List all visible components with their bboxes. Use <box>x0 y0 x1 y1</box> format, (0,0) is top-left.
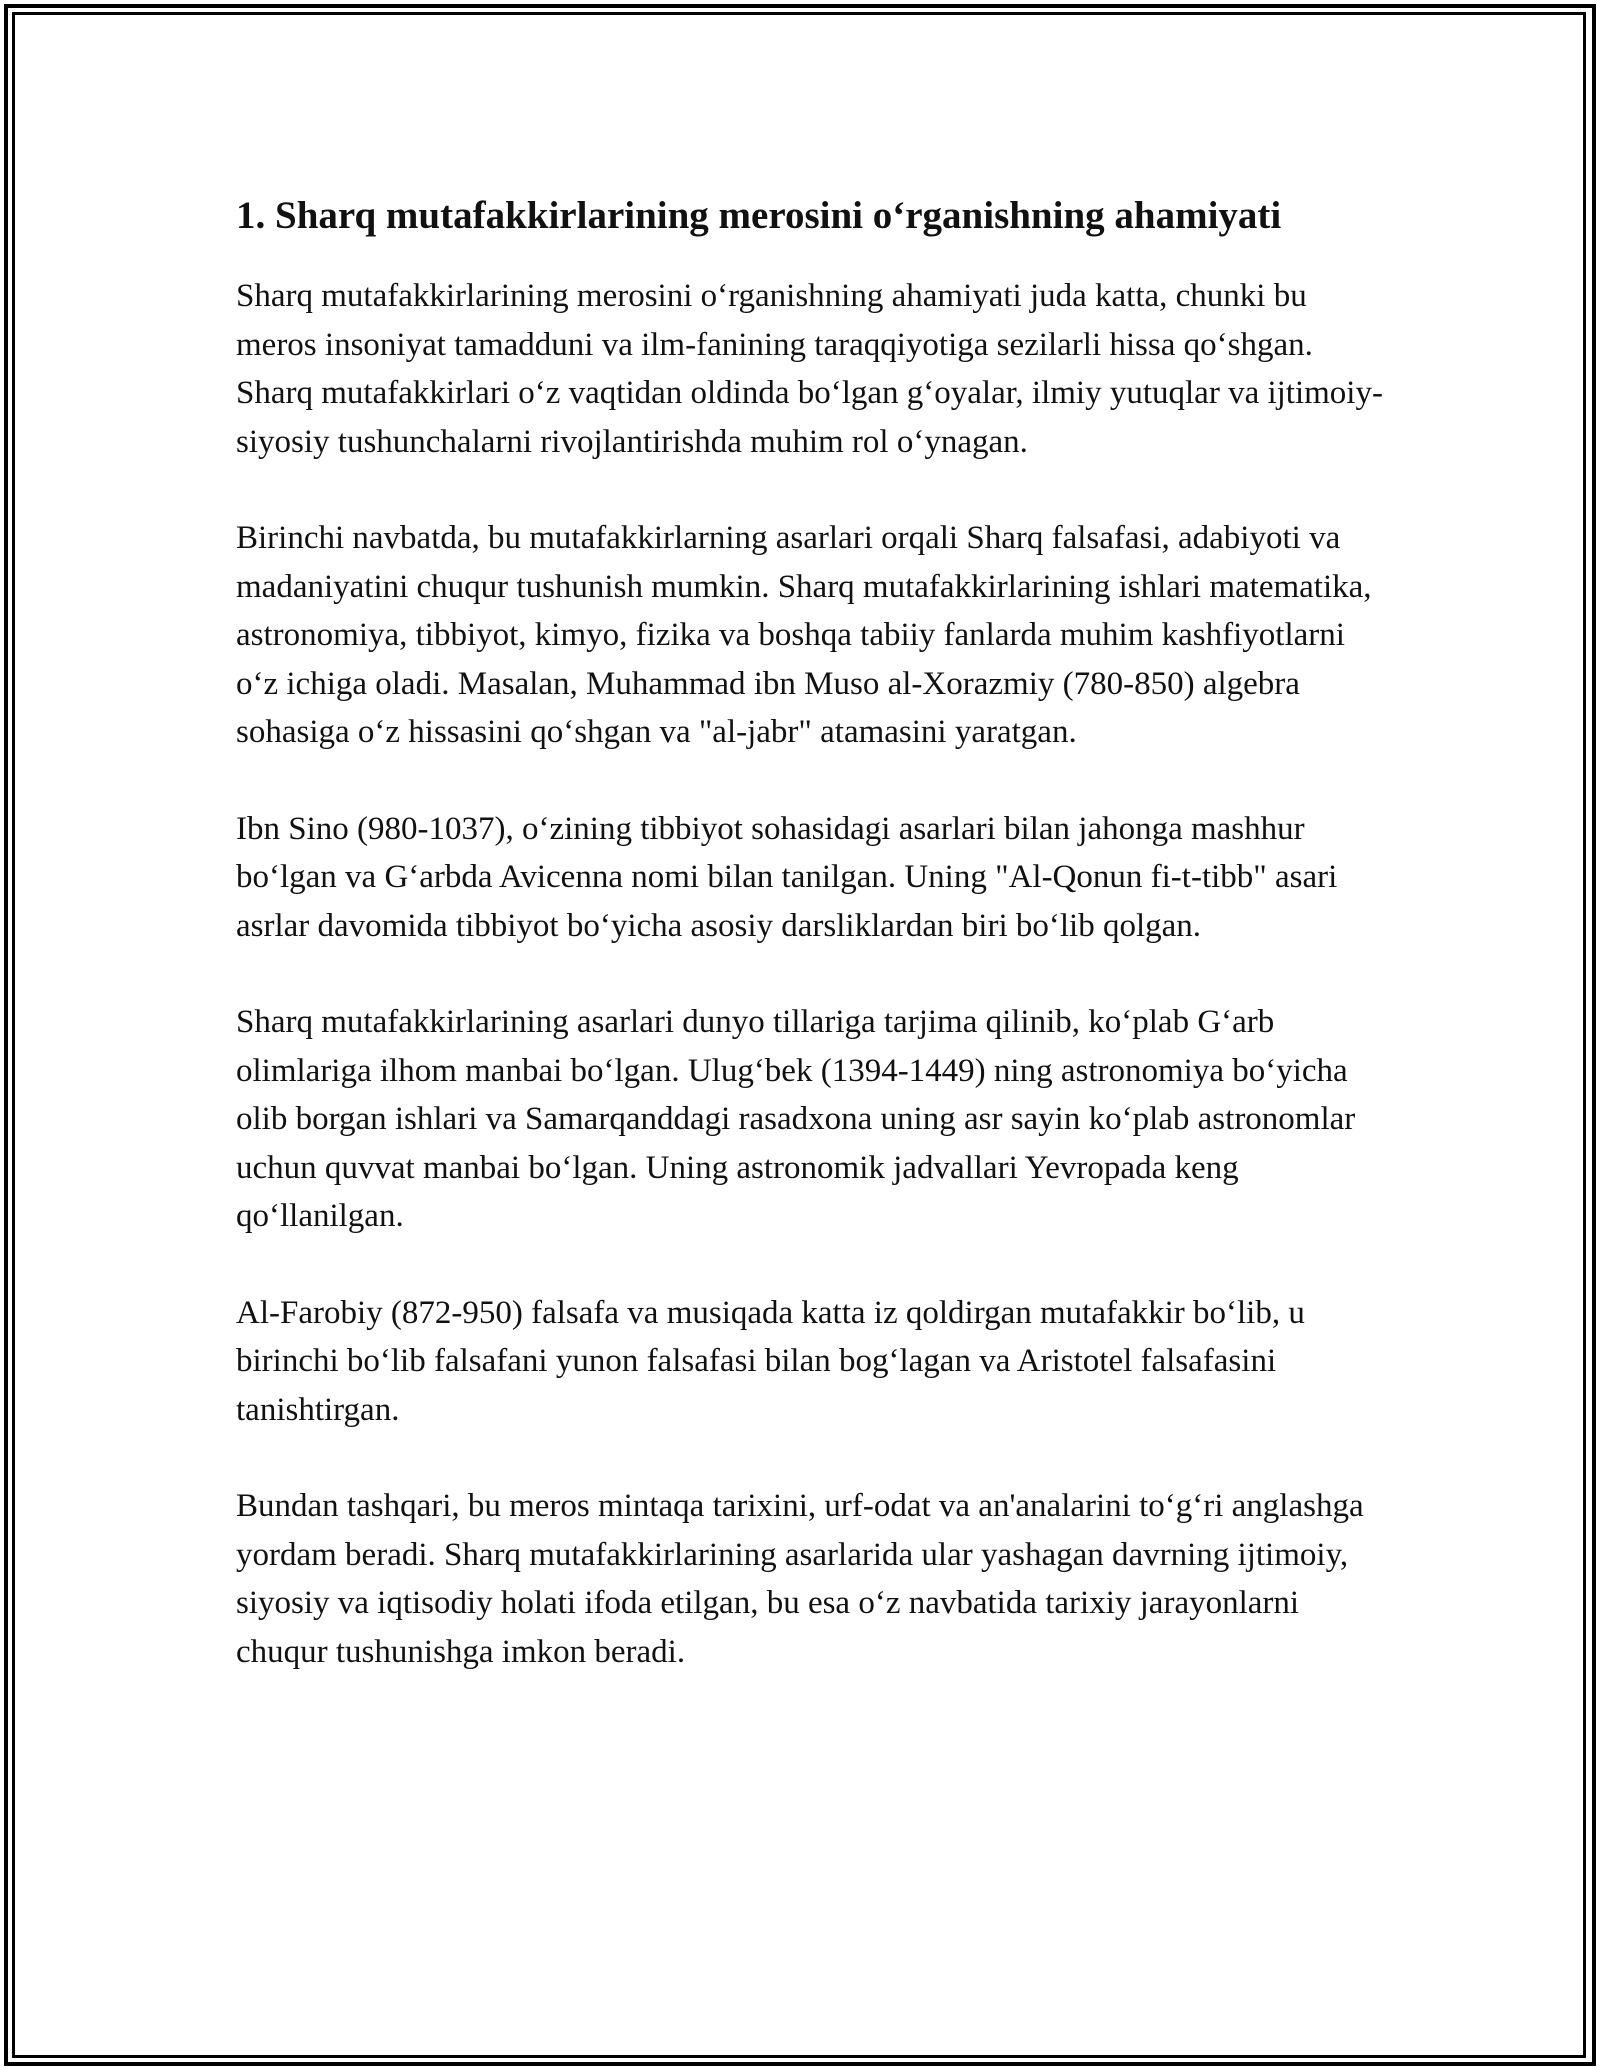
section-heading: 1. Sharq mutafakkirlarining merosini o‘rganishning ahamiyati <box>236 194 1282 237</box>
paragraph-6: Bundan tashqari, bu meros mintaqa tarixini, urf-odat va an'analarini to‘g‘ri anglashga yordam beradi. Sharq mutafakkirlarining asarlarida ular yashagan davrning ijtimoiy, siyosiy va iqtisodiy holati ifoda etilgan, bu esa o‘z navbatida tarixiy jarayonlarni chuqur tushunishga imkon beradi. <box>236 1488 1364 1670</box>
paragraph-2: Birinchi navbatda, bu mutafakkirlarning asarlari orqali Sharq falsafasi, adabiyoti va madaniyatini chuqur tushunish mumkin. Sharq mutafakkirlarining ishlari matematika, astronomiya, tibbiyot, kimyo, fizika va boshqa tabiiy fanlarda muhim kashfiyotlarni o‘z ichiga oladi. Masalan, Muhammad ibn Muso al-Xorazmiy (780-850) algebra sohasiga o‘z hissasini qo‘shgan va "al-jabr" atamasini yaratgan. <box>236 520 1372 750</box>
document-body <box>236 190 1386 1724</box>
paragraph-3: Ibn Sino (980-1037), o‘zining tibbiyot sohasidagi asarlari bilan jahonga mashhur bo‘lgan va G‘arbda Avicenna nomi bilan tanilgan. Uning "Al-Qonun fi-t-tibb" asari asrlar davomida tibbiyot bo‘yicha asosiy darsliklardan biri bo‘lib qolgan. <box>236 810 1338 944</box>
paragraph-4: Sharq mutafakkirlarining asarlari dunyo tillariga tarjima qilinib, ko‘plab G‘arb olimlariga ilhom manbai bo‘lgan. Ulug‘bek (1394-1449) ning astronomiya bo‘yicha olib borgan ishlari va Samarqanddagi rasadxona uning asr sayin ko‘plab astronomlar uchun quvvat manbai bo‘lgan. Uning astronomik jadvallari Yevropada keng qo‘llanilgan. <box>236 1004 1356 1234</box>
paragraph-1: Sharq mutafakkirlarining merosini o‘rganishning ahamiyati juda katta, chunki bu meros insoniyat tamadduni va ilm-fanining taraqqiyotiga sezilarli hissa qo‘shgan. Sharq mutafakkirlari o‘z vaqtidan oldinda bo‘lgan g‘oyalar, ilmiy yutuqlar va ijtimoiy-siyosiy tushunchalarni rivojlantirishda muhim rol o‘ynagan. <box>236 278 1383 460</box>
paragraph-5: Al-Farobiy (872-950) falsafa va musiqada katta iz qoldirgan mutafakkir bo‘lib, u birinchi bo‘lib falsafani yunon falsafasi bilan bog‘lagan va Aristotel falsafasini tanishtirgan. <box>236 1294 1305 1428</box>
